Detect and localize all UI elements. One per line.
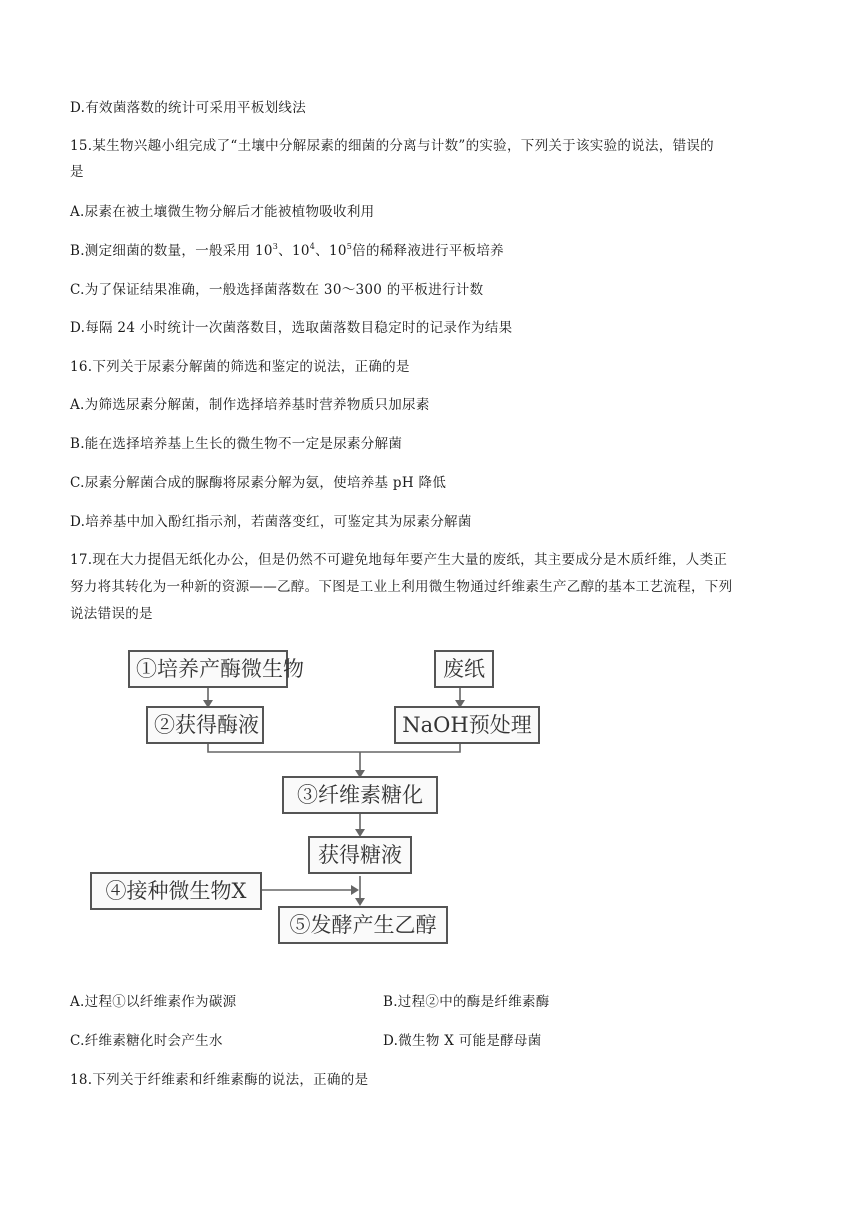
q16-option-d: D.培养基中加入酚红指示剂，若菌落变红，可鉴定其为尿素分解菌 (70, 514, 472, 530)
q17-stem-cont: 努力将其转化为一种新的资源——乙醇。下图是工业上利用微生物通过纤维素生产乙醇的基本工艺流程，下列 (70, 579, 733, 595)
q16-option-a: A.为筛选尿素分解菌，制作选择培养基时营养物质只加尿素 (70, 397, 430, 413)
q15-b-exp-3: 5 (346, 242, 353, 251)
q16-option-c: C.尿素分解菌合成的脲酶将尿素分解为氨，使培养基 pH 降低 (70, 475, 447, 491)
q15-b-exp-1: 3 (272, 242, 279, 251)
step4-box: ④接种微生物X (90, 872, 262, 910)
q15-option-b (70, 242, 504, 260)
q17-options-row-2 (70, 1032, 542, 1050)
q15-b-text-3: 、10 (315, 243, 347, 259)
q15-option-d: D.每隔 24 小时统计一次菌落数目，选取菌落数目稳定时的记录作为结果 (70, 320, 513, 336)
q16-stem: 16.下列关于尿素分解菌的筛选和鉴定的说法，正确的是 (70, 359, 410, 375)
step1-box: ①培养产酶微生物 (128, 650, 288, 688)
q15-option-a: A.尿素在被土壤微生物分解后才能被植物吸收利用 (70, 204, 375, 220)
step3-box: ③纤维素糖化 (282, 776, 438, 814)
q17-option-c: C.纤维素糖化时会产生水 (70, 1033, 223, 1049)
naoh-box: NaOH预处理 (394, 706, 540, 744)
q15-b-exp-2: 4 (309, 242, 316, 251)
q14-option-d: D.有效菌落数的统计可采用平板划线法 (70, 100, 307, 116)
q17-option-b: B.过程②中的酶是纤维素酶 (383, 994, 550, 1010)
q15-b-text-2: 、10 (278, 243, 310, 259)
q17-stem-cont-2: 说法错误的是 (70, 606, 153, 622)
q15-stem: 15.某生物兴趣小组完成了“土壤中分解尿素的细菌的分离与计数”的实验，下列关于该实验的说法，错误的 (70, 138, 714, 154)
process-flow-diagram (90, 648, 550, 970)
q17-stem: 17.现在大力提倡无纸化办公，但是仍然不可避免地每年要产生大量的废纸，其主要成分是木质纤维，人类正 (70, 552, 728, 568)
q15-stem-cont: 是 (70, 164, 84, 180)
q17-option-a: A.过程①以纤维素作为碳源 (70, 994, 237, 1010)
q15-b-text-4: 倍的稀释液进行平板培养 (352, 243, 504, 259)
sugar-box: 获得糖液 (308, 836, 412, 874)
q16-option-b: B.能在选择培养基上生长的微生物不一定是尿素分解菌 (70, 436, 403, 452)
q15-option-c: C.为了保证结果准确，一般选择菌落数在 30～300 的平板进行计数 (70, 282, 484, 298)
step5-box: ⑤发酵产生乙醇 (278, 906, 448, 944)
step2-box: ②获得酶液 (146, 706, 264, 744)
paper-box: 废纸 (434, 650, 494, 688)
q18-stem: 18.下列关于纤维素和纤维素酶的说法，正确的是 (70, 1072, 369, 1088)
q15-b-text-1: B.测定细菌的数量，一般采用 10 (70, 243, 273, 259)
q17-option-d: D.微生物 X 可能是酵母菌 (383, 1033, 542, 1049)
q17-options-row-1 (70, 993, 550, 1011)
